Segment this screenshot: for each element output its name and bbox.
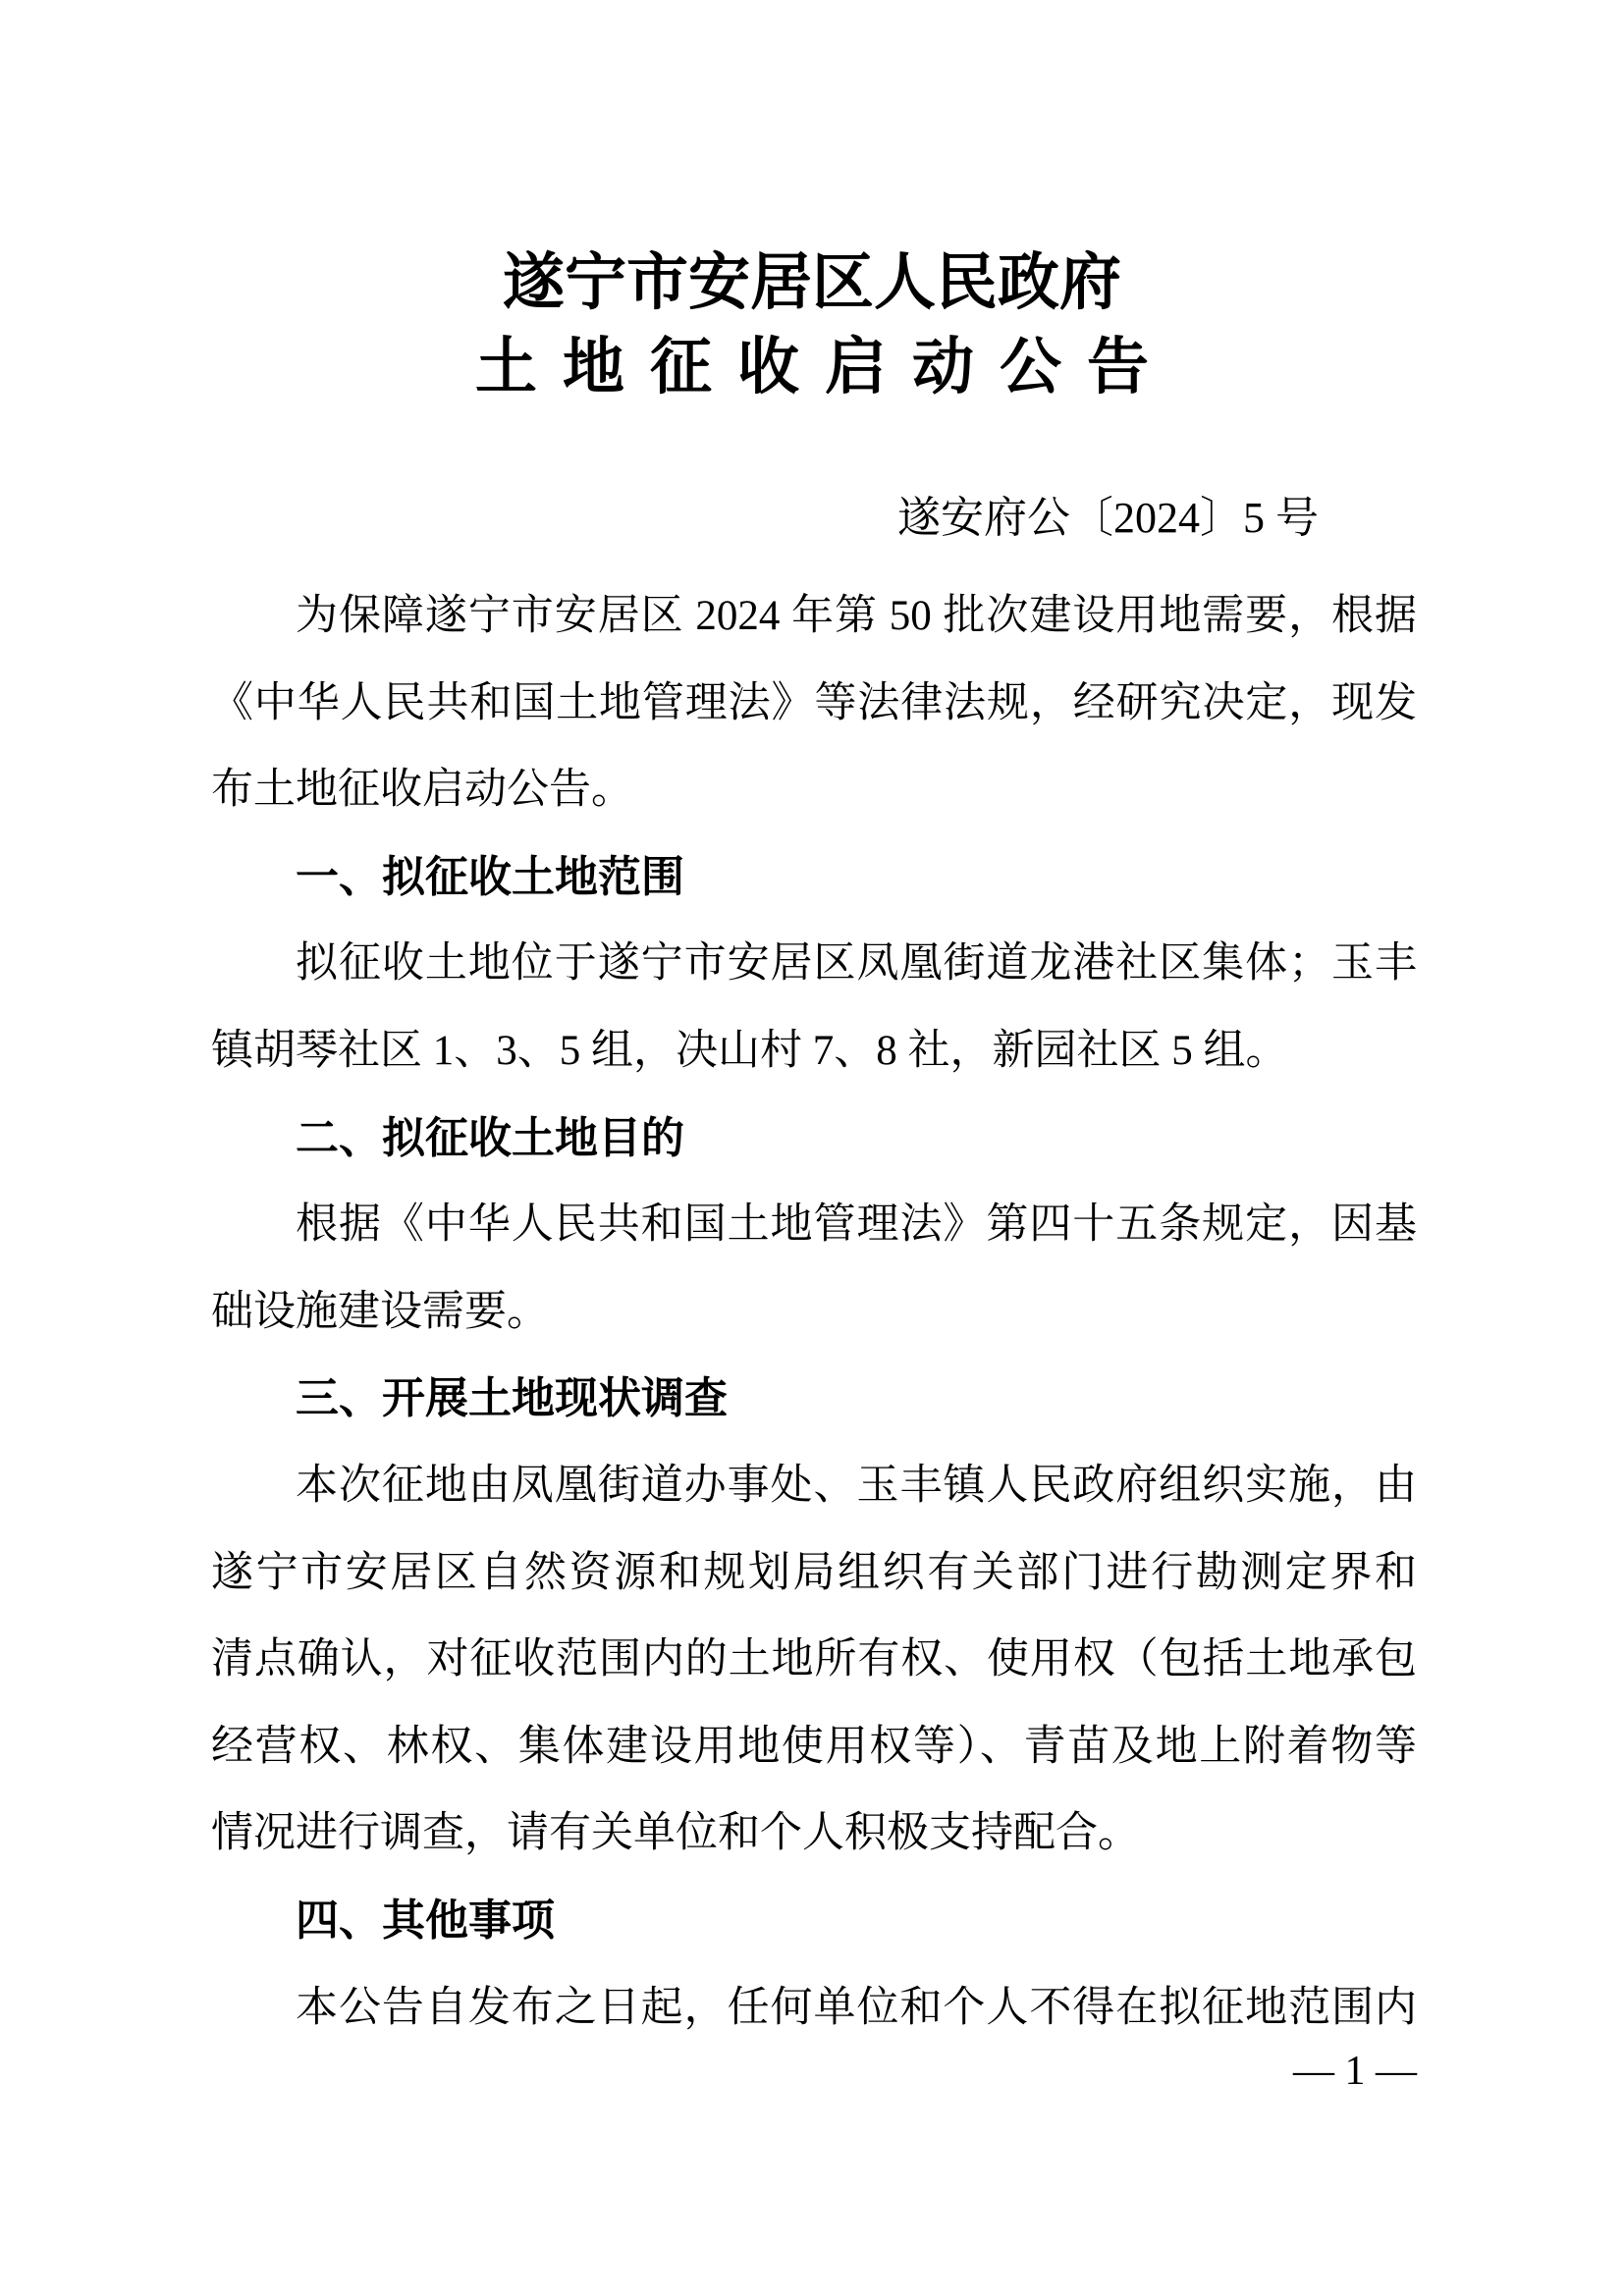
document-line: 经营权、林权、集体建设用地使用权等）、青苗及地上附着物等	[211, 1723, 1417, 1770]
document-line: 为保障遂宁市安居区 2024 年第 50 批次建设用地需要，根据	[296, 593, 1417, 639]
page-number: — 1 —	[1293, 2049, 1417, 2094]
document-line: 情况进行调查，请有关单位和个人积极支持配合。	[211, 1810, 1140, 1857]
document-line: 《中华人民共和国土地管理法》等法律法规，经研究决定，现发	[211, 679, 1417, 726]
document-body	[211, 573, 1417, 2052]
section-heading: 三、开展土地现状调查	[296, 1374, 728, 1423]
document-number: 遂安府公〔2024〕5 号	[897, 494, 1319, 542]
section-heading: 一、拟征收土地范围	[296, 852, 684, 901]
document-title-line-2: 土地征收启动公告	[475, 333, 1174, 401]
document-line: 布土地征收启动公告。	[211, 767, 633, 814]
section-heading: 二、拟征收土地目的	[296, 1113, 684, 1162]
document-line: 清点确认，对征收范围内的土地所有权、使用权（包括土地承包	[211, 1636, 1417, 1683]
document-title-line-1: 遂宁市安居区人民政府	[503, 248, 1121, 317]
document-line: 础设施建设需要。	[211, 1288, 549, 1335]
document-line: 遂宁市安居区自然资源和规划局组织有关部门进行勘测定界和	[211, 1549, 1417, 1596]
document-line: 镇胡琴社区 1、3、5 组，决山村 7、8 社，新园社区 5 组。	[211, 1027, 1288, 1074]
document-line: 本公告自发布之日起，任何单位和个人不得在拟征地范围内	[296, 1984, 1417, 2031]
section-heading: 四、其他事项	[296, 1896, 555, 1945]
document-line: 拟征收土地位于遂宁市安居区凤凰街道龙港社区集体；玉丰	[296, 940, 1417, 988]
document-line: 根据《中华人民共和国土地管理法》第四十五条规定，因基	[296, 1201, 1417, 1249]
document-line: 本次征地由凤凰街道办事处、玉丰镇人民政府组织实施，由	[296, 1462, 1417, 1509]
